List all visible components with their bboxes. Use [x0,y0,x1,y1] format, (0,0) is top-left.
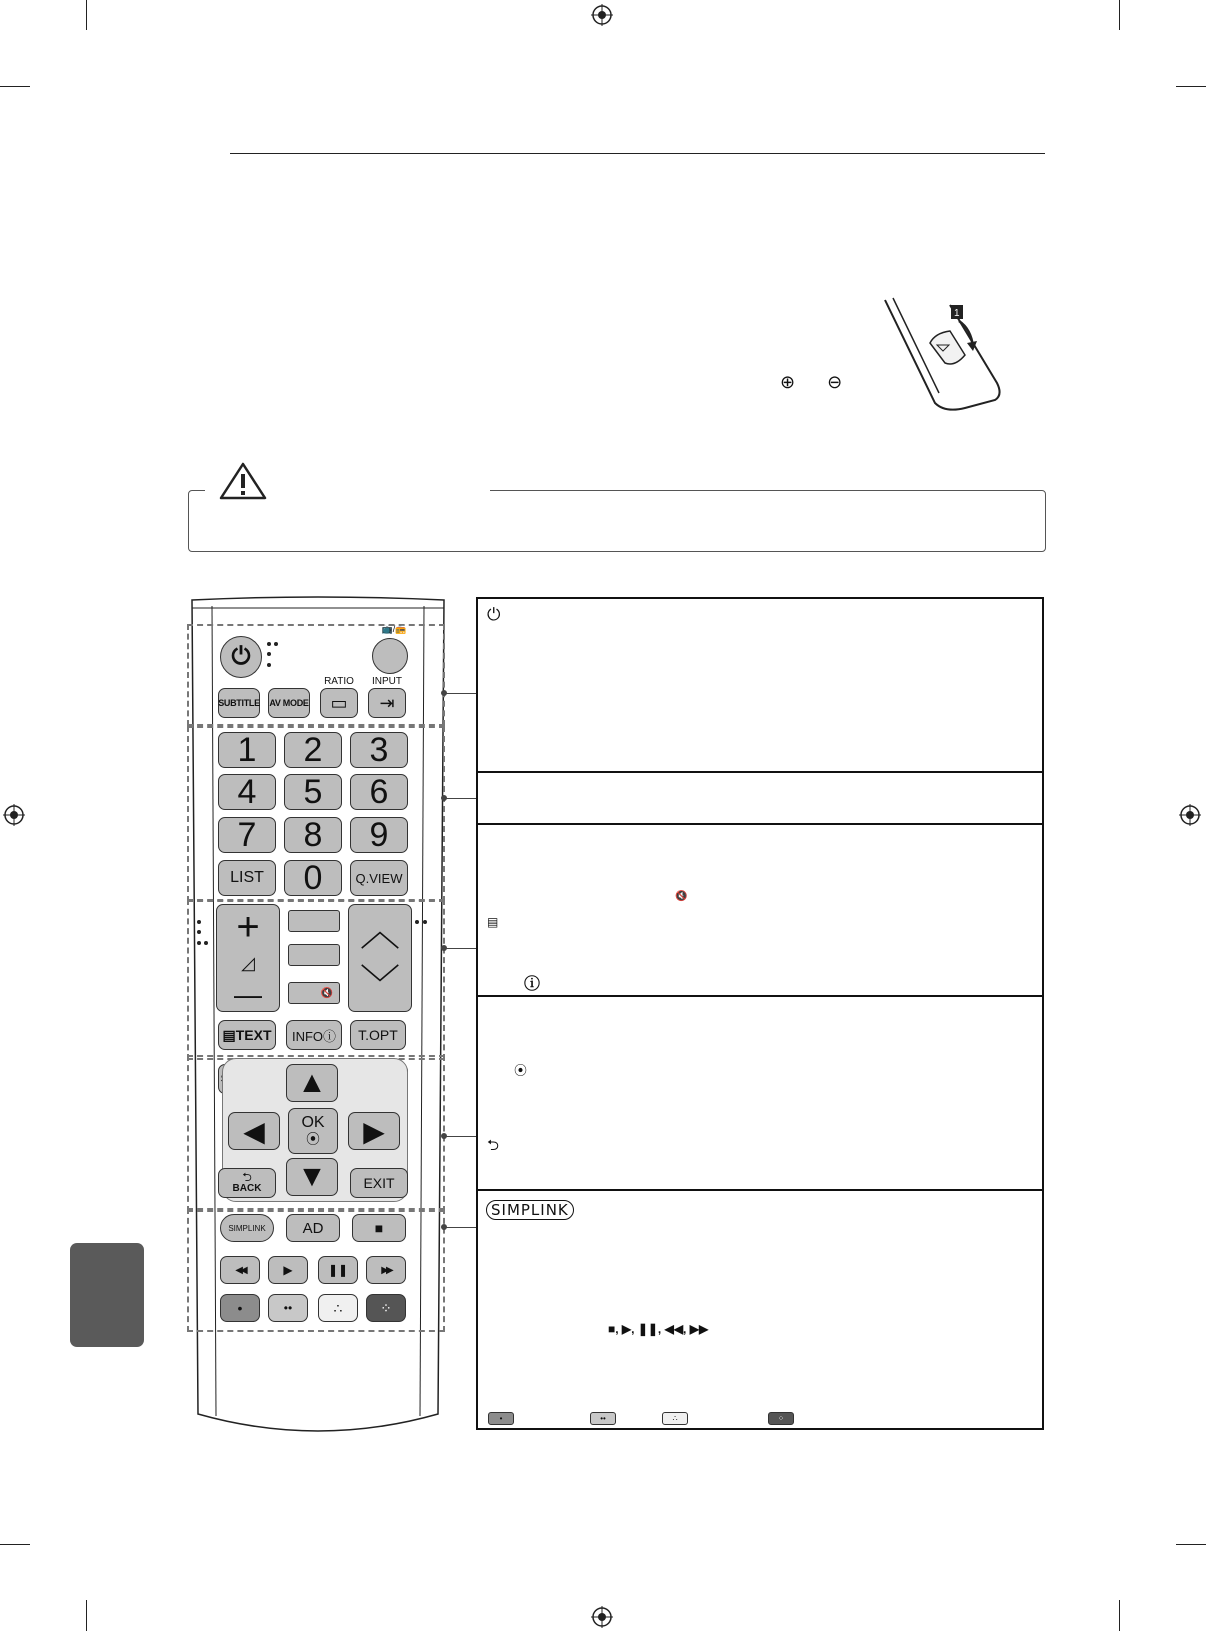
yellow-button[interactable]: ∴ [318,1294,358,1322]
registration-mark [591,1606,613,1628]
ok-icon: ⦿ [514,1063,528,1078]
step-number: 1 [954,308,960,319]
av-mode-button[interactable]: AV MODE [268,688,310,718]
up-arrow-icon: ▲ [297,1066,327,1099]
crop-mark [86,1600,87,1631]
number-9-button[interactable]: 9 [350,817,408,853]
power-icon: ⏻ [231,643,251,670]
number-3-button[interactable]: 3 [350,732,408,768]
volume-up-icon: + [236,905,260,950]
right-arrow-button[interactable] [348,1112,400,1150]
description-panel [476,597,1044,1430]
blue-button-icon: ⁘ [768,1412,794,1425]
info-button[interactable]: INFOⓘ [286,1020,342,1050]
crop-mark [0,1544,30,1545]
connector-line [446,1136,476,1137]
plus-icon: ⊕ [780,372,796,392]
crop-mark [0,86,30,87]
blank-button-middle[interactable] [288,944,340,966]
blue-button[interactable]: ⁘ [366,1294,406,1322]
connector-line [446,1227,476,1228]
right-arrow-icon: ▶ [363,1115,385,1147]
play-icon: ▶ [283,1263,293,1277]
back-button[interactable] [218,1168,276,1198]
registration-mark [1179,804,1201,826]
red-button-icon: • [488,1412,514,1425]
panel-divider [478,823,1042,825]
number-7-button[interactable]: 7 [218,817,276,853]
green-button-icon: •• [590,1412,616,1425]
input-label: INPUT [372,676,402,687]
red-button[interactable]: • [220,1294,260,1322]
mute-button[interactable] [288,982,340,1004]
registration-mark [591,4,613,26]
number-4-button[interactable]: 4 [218,774,276,810]
simplink-logo [486,1201,574,1219]
stop-icon: ■ [374,1220,384,1236]
input-icon: ⇥ [379,692,395,713]
remote-battery-illustration [875,295,1025,415]
back-icon: ⮌ [242,1170,252,1184]
blank-button-top[interactable] [288,910,340,932]
subtitle-button[interactable]: SUBTITLE [218,688,260,718]
panel-divider [478,995,1042,997]
header-rule [230,153,1045,154]
back-label: BACK [232,1183,262,1194]
channel-up-icon: ︿ [360,909,400,954]
back-icon: ⮌ [487,1137,500,1154]
number-0-button[interactable]: 0 [284,860,342,896]
battery-polarity [780,372,842,393]
info-icon: ⓘ [524,976,541,993]
connector-line [446,948,476,949]
yellow-button-icon: ∴ [662,1412,688,1425]
channel-rocker[interactable] [348,904,412,1012]
down-arrow-button[interactable] [286,1158,338,1196]
chapter-tab [70,1243,144,1347]
left-arrow-button[interactable] [228,1112,280,1150]
crop-mark [1176,1544,1206,1545]
connector-line [446,798,476,799]
connector-line [446,693,476,694]
ratio-button[interactable] [320,688,358,718]
number-1-button[interactable]: 1 [218,732,276,768]
playback-icons: ■, ▶, ❚❚, ◀◀, ▶▶ [608,1322,709,1336]
q-view-button[interactable]: Q.VIEW [350,860,408,896]
green-button[interactable]: •• [268,1294,308,1322]
caution-box [188,490,1046,552]
channel-down-icon: ﹀ [360,962,400,1007]
indicator-dots [196,918,208,948]
panel-divider [478,771,1042,773]
crop-mark [1176,86,1206,87]
stop-button[interactable] [352,1214,406,1242]
list-button[interactable]: LIST [218,860,276,896]
warning-icon [218,461,268,501]
rewind-icon: ◀◀ [235,1264,245,1276]
mute-icon: 🔇 [675,891,688,902]
exit-button[interactable]: EXIT [350,1168,408,1198]
ok-button[interactable] [288,1108,338,1154]
ad-button[interactable]: AD [286,1214,340,1242]
left-arrow-icon: ◀ [243,1115,265,1147]
mute-icon: 🔇 [320,987,333,999]
crop-mark [1119,0,1120,30]
t-opt-button[interactable]: T.OPT [350,1020,406,1050]
crop-mark [86,0,87,30]
ok-label: OK [301,1114,325,1131]
fast-forward-icon: ▶▶ [381,1264,391,1276]
volume-down-icon: — [234,978,262,1010]
up-arrow-button[interactable] [286,1064,338,1102]
number-8-button[interactable]: 8 [284,817,342,853]
play-button[interactable] [268,1256,308,1284]
ok-icon: ⦿ [306,1131,320,1147]
number-2-button[interactable]: 2 [284,732,342,768]
number-5-button[interactable]: 5 [284,774,342,810]
simplink-button[interactable]: SIMPLINK [220,1214,274,1242]
volume-rocker[interactable] [216,904,280,1012]
crop-mark [1119,1600,1120,1631]
number-6-button[interactable]: 6 [350,774,408,810]
fast-forward-button[interactable] [366,1256,406,1284]
down-arrow-icon: ▼ [297,1160,327,1193]
teletext-icon: ▤ [487,915,499,929]
panel-divider [478,1189,1042,1191]
rewind-button[interactable] [220,1256,260,1284]
pause-button[interactable] [318,1256,358,1284]
indicator-dots [414,918,428,926]
minus-icon: ⊖ [827,372,843,392]
text-button[interactable]: ▤TEXT [218,1020,276,1050]
input-button[interactable] [368,688,406,718]
ratio-icon: ▭ [330,692,348,713]
pause-icon: ❚❚ [327,1263,349,1277]
power-button[interactable] [220,636,262,678]
tv-radio-button[interactable] [372,638,408,674]
ratio-label: RATIO [324,676,354,687]
indicator-dots [266,640,278,670]
tv-radio-label: 📺/📻 [381,624,407,634]
power-icon: ⏻ [487,605,501,624]
volume-icon: ◿ [241,953,255,974]
simplink-text: SIMPLINK [486,1200,574,1220]
registration-mark [3,804,25,826]
